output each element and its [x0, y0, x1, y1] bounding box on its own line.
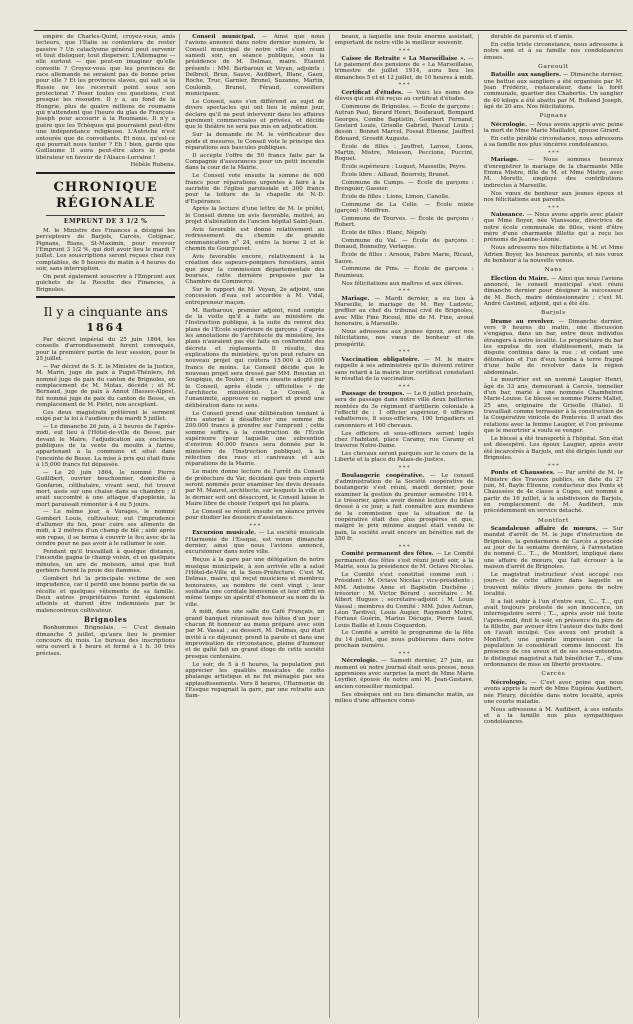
article-text: Le Comité s'est constitué comme suit : Président : M. Octave Nicolas ; vice-présidents : MM. Antoine Anne et Baptistin Duchêne ; trésorier : M. Victor Bérard ; secrétaire : M. Albert Hugues ; secrétaire-adjoint : M. Louis Vassal ; membres du Comité : MM. Jules Autran, Léon Tardivel, Louis Augier, Raymond Mutru, Fortuné Guérin, Marius Décugis, Pierre Iauel, Louis Baille et Louis Coquardon. [334, 571, 474, 629]
article-heading: Nécrologie. [341, 658, 378, 665]
article-text: Le Conseil se réunit ensuite en séance privée pour étudier les dossiers d'assistance. [185, 508, 325, 522]
article-text: École libre : Aillaud, Bourrely, Brunet. [341, 171, 450, 178]
article-body: — Nous avons appris avec peine la mort de Mme Marie Maillafet, épouse Girard. [483, 121, 624, 134]
article-text: Le meurtrier est un nommé Laugier Henri, âgé de 33 ans, demeurant à Carcès, tonnelier d'un bar, marié à une nommée Chambeiron Marie-Louise. Le blessé se nomme Pierre Mallet, 25 ans, originaire de Grisolle (Italie). Il travaillait comme terrassier à la construction de la Coopérative vinicole de Pontevès. Il avait des relations avec la femme Laugier, et l'on présume que le meurtrier a voulu se venger. [483, 377, 623, 435]
article-text: A midi, dans une salle du Café Français, un grand banquet réunissait nos hôtes d'un jour ; chacun fit honneur au menu préparé avec soin par M. Vassal ; au dessert, M. Delmas, qui était invité à ce déjeuner, prend la parole et dans une improvisation de circonstance, pleine d'humour et de gaîté fait un grand éloge de cette société presque centenaire. [185, 609, 325, 660]
article-text [484, 680, 623, 705]
article-text [484, 122, 623, 135]
town-heading: Pignans [539, 113, 568, 120]
asterism: * * * [398, 465, 410, 472]
article-body: — Par arrêté de M. le Ministre des Travaux publics, en date du 27 juin, M. Bayle Étienne, conducteur des Ponts et Chaussées de 4e classe à Cuges, est nommé à partir du 16 juillet, à la subdivision de Barjols, en remplacement de M. Audibert, mis précédemment en service détaché. [483, 470, 624, 515]
article-text [335, 658, 474, 690]
article-text [484, 526, 623, 570]
article-text: En cette triste circonstance, nous adressons à notre ami et à sa famille nos condoléances émues. [483, 41, 623, 61]
article-heading: Excursion musicale. [192, 530, 257, 537]
article-text: Le blessé a été transporté à l'hôpital. Son état est désespéré. Les époux Laugier, après avoir été incarcérés à Barjols, ont été dirigés lundi sur Brignoles. [483, 435, 623, 461]
article-text: Commune de Brignoles. — École de garçons : Autran Paul, Bérard Henri, Boufaraud, Bompard Georges, Combe Baptistin, Gombert Fernand, Gostard Louis, Grisolle Gabriel, Pascal Louis ; dessin : Bonnet Marcel, Fossat Étienne, Jauffret Édouard, Grosdit Auguste. [334, 103, 474, 142]
section-title: Il y a cinquante ans [43, 304, 168, 319]
article-text: Après la lecture d'une lettre de M. le préfet, le Conseil donne un avis favorable, motivé, au projet d'aliénation de l'ancien hôpital Saint-Jean. [185, 206, 325, 226]
column-1 [36, 34, 180, 1018]
article-text: Commune de Camps. — École de garçons : Brenguier, Gassier. [334, 179, 474, 193]
article-heading: Nécrologie. [490, 679, 527, 686]
article-text: Sur la demande de M. le vérificateur des poids et mesures, le Conseil vote le principe des réparations aux bascules publiques. [185, 132, 325, 151]
article-body: — Nous sommes heureux d'enregistrer le mariage de la charmante Mlle Emma Mistre, fille de M. et Mme Mistre, avec M. Moretti, employé des contributions indirectes à Marseille. [483, 157, 624, 189]
article-text [484, 212, 623, 244]
article-text: Le magistrat instructeur s'est occupé ces jours-ci de cette affaire dans laquelle se trouvent mêlés divers jeunes gens de notre localité. [483, 571, 623, 597]
article-body: — Mardi dernier, a eu lieu à Marseille, le mariage de M. Rey Ludovic, greffier au chef du tribunal civil de Brignoles, avec Mlle Fine Ricoul, fille de M. Fine, avoué honoraire, à Marseille. [334, 295, 474, 328]
article-body: — Voici les noms des élèves qui ont été reçus au certificat d'études. [334, 89, 474, 103]
article-text: Gombert fut la principale victime de son imprudence, car il perdit une bonne partie de sa récolte et quelques vêtements de sa famille. Deux autres propriétaires furent également atteints et durent être indemnisés par le malencontreux cultivateur. [36, 575, 176, 614]
article-text: empire de Charles-Quint, croyez-vous, amis lecteurs, que l'Italie se contentera de rester passive ? Un cataclysme général peut survenir et tout disloquer, tout disperser. L'Allemagne — elle surtout — que peut-on imaginer qu'elle convoite ? Croyez-vous que les provinces de race allemande ne seraient pas de bonne prise pour elle ? Et les provinces slaves, qui sait si la Russie ne les recevrait point sous son protectorat ? Poser toutes ces questions, c'est presque les résoudre. Il y a, au fond de la Hongrie, plus de quatre millions de roumains qui n'attendent que l'heure du glas de François-Joseph pour accourir à la Roumanie. Il n'y a guère que les Tchèques qui pourraient peut-être une indépendance religieuse. L'Autriche n'est entourée que de convoitants. Et nous, qu'est-ce qui pourrait nous tenter ? Eh ! bien, garde que Guillaume II aura peut-être alors le geste libérateur en faveur de l'Alsace-Lorraine ! [36, 34, 176, 161]
article-text [335, 391, 474, 429]
article-heading: Boulangerie coopérative. [341, 472, 425, 479]
asterism: * * * [548, 462, 559, 469]
article-text: Commune de Pins. — École de garçons : Roumieux. [334, 266, 474, 279]
article-text: Par décret impérial du 25 juin 1864, les conseils d'arrondissement furent convoqués, pour la première partie de leur session, pour le 25 juillet. [36, 337, 176, 363]
article-body: — La société musicale l'Harmonie de l'Essque, est venue dimanche dernier, ainsi que nous l'avions annoncé, excursionner dans notre ville. [185, 530, 325, 556]
columns [36, 34, 627, 1018]
article-text: Nous adressons aux jeunes époux, avec nos félicitations, nos vœux de bonheur et de prospérité. [334, 328, 474, 348]
article-heading: Ponts et Chaussées. [490, 470, 555, 477]
article-text: — Le dimanche 26 juin, à 2 heures de l'après-midi, eut lieu à l'Hôtel-de-ville de Besse, par devant le Maire, l'adjudication aux enchères publiques de la vente du moulin à farine, appartenant à la commune et situé dans l'enceinte de Besse. La mise à prix qui était fixée à 15,000 francs fut dépassée. [36, 423, 176, 469]
article-text [484, 319, 623, 376]
article-body: — Ainsi que nous l'avions annoncé dans notre dernier numéro, le Conseil municipal de notre ville s'est réuni samedi soir, en séance publique, sous la présidence de M. Delmas, maire. Étaient présents : MM. Barbaroux et Veyan, adjoints ; Delbreil, Brun, Sauve, Audibert, Blanc, Gaou, Roche, Truc, Garnier, Brunel, Suzanne, Martin, Coulomb, Brunel, Féraud, conseillers municipaux. [185, 34, 325, 98]
article-heading: Élection du Maire. [490, 275, 549, 282]
article-text: dérable de parents et d'amis. [490, 34, 574, 40]
article-text: Le Conseil vote ensuite la somme de 600 francs pour réparations urgentes à faire à la sacristie de l'église paroissiale et 300 francs pour la toiture de la chapelle de N.-D. d'Espérance. [185, 173, 325, 205]
column-3 [335, 34, 479, 1018]
article-text: Les chevaux seront parqués sur le cours de la Liberté et la place du Palais-de-Justice. [334, 451, 474, 464]
article-text: — Le même jour, à Varages, le nommé Gombert Louis, cultivateur, eut l'imprudence d'allumer du feu, pour cuire ses aliments de midi, à 2 mètres d'un champ de blé ; aidé après son repas, il se borna à couvrir le feu avec de la cendre pour ne pas avoir à le rallumer le soir. [36, 509, 176, 548]
article-text: Avis favorable est donné relativement au redressement du chemin de grande communication n° 24, entre la borne 2 et le chemin du Gourgouvet. [185, 226, 325, 252]
asterism: * * * [548, 204, 559, 211]
divider [36, 172, 175, 174]
column-4 [484, 34, 627, 1018]
article-body: — C'est avec peine que nous avons appris la mort de Mme Eugénie Audibert, née Fleury, décédée dans notre localité, après une courte maladie. [483, 679, 623, 705]
asterism: * * * [548, 150, 559, 156]
article-text: Nous adressons à M. Audibert, à ses enfants et à la famille nos plus sympathiques condoléances. [483, 706, 623, 726]
article-body: — M. le maire rappelle à ses administrés qu'ils doivent retirer sans retard à la mairie leur certificat constatant le résultat de la vaccination. [334, 356, 474, 382]
article-text [484, 470, 623, 514]
divider [46, 215, 165, 216]
asterism: * * * [398, 650, 410, 657]
article-heading: Vaccination obligatoire. [341, 356, 420, 363]
section-title: CHRONIQUE RÉGIONALE [53, 179, 158, 211]
article-heading: Certificat d'études. [341, 89, 404, 96]
article-text: — Par décret de S. E. le Ministre de la Justice, M. Marin, juge de paix à Puget-Théniers, fut nommé juge de paix du canton de Brignoles, en remplacement de M. Motas, décédé ; et M. Bernaud, juge de paix à Annot (Basses-Alpes), fut nommé juge de paix du canton de Besse, en remplacement de M. Piétri, non acceptant. [36, 363, 176, 408]
signature: Hébèle Rubens. [130, 162, 176, 169]
article-text: Bonhommes Brignolais. — C'est demain dimanche 5 juillet, qu'aura lieu le premier concours du mois. Le bureau des inscriptions sera ouvert à 1 heure et fermé à 1 h. 30 très précises. [36, 625, 176, 657]
asterism: * * * [398, 82, 410, 89]
asterism: * * * [398, 543, 410, 550]
article-text: École de filles : Jauffret, Larose, Lions, Martin, Mistre, Moisson, Peccione, Puccini, Roguet. [334, 143, 474, 163]
article-text: Ses obsèques ont eu lieu dimanche matin, au milieu d'une affluence consi- [334, 691, 474, 704]
article-text: Nous adressons nos félicitations à M. et Mme Adrien Boyer, les heureux parents, et nos vœux de bonheur à la nouvelle venue. [483, 245, 623, 264]
article-body: — Sur mandat d'arrêt de M. le juge d'instruction de Brignoles, la gendarmerie de Carcès a procédé au jour de la semaine dernière, à l'arrestation du nommé C... T..., de Montfort, impliqué dans une affaire de mœurs, qui fait écrouer à la maison d'arrêt de Brignoles. [483, 525, 624, 570]
article-text [335, 90, 474, 103]
article-heading: Comité permanent des fêtes. [341, 551, 434, 558]
article-text [185, 34, 324, 97]
article-text: Le soir, de 5 à 6 heures, la population put apprécier les qualités musicales de cette phalange artistique et ne fut ménagée pas ses applaudissements. Vers 8 heures, l'Harmonie de l'Essque regagnait la gare, par une retraite aux flam- [185, 661, 325, 700]
asterism: * * * [249, 522, 261, 529]
article-text: beaux, à laquelle une foule énorme assistait, emportant de notre ville le meilleur souvenir. [334, 34, 474, 47]
article-text: Reçue à la gare par une délégation de notre musique municipale, à son arrivée elle a salué l'Hôtel-de-Ville et la Sous-Préfecture. C'est M. Delmas, maire, qui reçut musiciens et membres honoraires, au nombre de cent vingt ; leur souhaita une cordiale bienvenue et leur offrit en même temps un apéritif d'honneur au nom de la ville. [185, 557, 325, 608]
article-body: — Le paiement des pensions de « La Marseillaise, trimestre de juillet 1914, aura lieu les dimanches 5 et et 12 juillet, de 10 heures à midi. [334, 55, 474, 81]
article-body: — Ainsi que nous l'avions annoncé, le conseil municipal s'est réuni dimanche dernier pour désigner le successeur de M. Bech, maire démissionnaire ; c'est M. André Castinel, adjoint, qui a été élu. [483, 275, 624, 308]
article-heading: Nécrologie. [490, 121, 527, 128]
article-text: Nos félicitations aux maîtres et aux élèves. [341, 280, 464, 287]
article-text [335, 357, 474, 382]
article-heading: Drame au revolver. [490, 318, 555, 325]
article-text [484, 157, 623, 189]
article-text [335, 296, 474, 328]
article-text: Nos vœux de bonheur aux jeunes époux et nos félicitations aux parents. [483, 190, 623, 203]
article-text: Commune de La Celle. — École mixte (garçon) : Meiffren. [334, 201, 474, 215]
town-heading: Brignoles [83, 614, 128, 624]
divider [36, 296, 175, 298]
article-text: Il a fait subir à l'un d'entre eux, C... T..., qui avait toujours protesté de son innocence, un interrogatoire serré ; T..., après avoir nié toute l'après-midi, finit le soir, en présence du père de la fillette, par avouer être l'auteur des faits dont on l'avait inculpé. Ces aveux ont produit à Montfort, une grande impression car la population le considérait comme innocent. En présence de ces aveux et de ses sous-entendus, le distingué magistrat a fait bénéficier T..., d'une ordonnance de mise en liberté provisoire. [483, 598, 623, 669]
column-2 [185, 34, 329, 1018]
year-heading: 1864 [86, 321, 125, 334]
article-body: — Nous avons appris avec plaisir que Mme Boyer, née Vianssone, directrice de notre école communale de filles, vient d'être mère d'une charmante fillette qui a reçu les prénoms de Jeanne-Léonie. [483, 212, 623, 244]
subsection-title: EMPRUNT DE 3 1/2 % [63, 217, 148, 225]
article-text [335, 56, 474, 81]
article-body: — Le Comité permanent des fêtes s'est réuni jeudi soir, à la Mairie, sous la présidence de M. Octave Nicolas. [334, 551, 474, 570]
article-text: École de filles : Blanc, Népoly. [341, 230, 428, 237]
article-body: — Dimanche dernier, une battue aux sangliers a été organisée par M. Jean Frédéric, restaurateur, dans la forêt communale, quartier des Chabertis. Un sanglier de 40 kilogs a été abattu par M. Rolland Joseph, âgé de 20 ans. Nos félicitations. [483, 72, 623, 110]
asterism: * * * [398, 383, 410, 390]
article-text: Sur le rapport de M. Veyan, 2e adjoint, une concession d'eau est accordée à M. Vidal, entrepreneur maçon. [185, 287, 325, 306]
article-text: Il accepte l'offre de 50 francs faite par la Compagnie d'assurances pour un petit incendie dans la cour de la Mairie. [185, 152, 325, 172]
article-text: Pendant qu'il travaillait à quelque distance, l'incendie gagna le champ voisin, et en quelques minutes, un are de moisson, ainsi que huit gerbiers furent la proie des flammes. [36, 549, 176, 575]
article-heading: Naissance. [490, 212, 525, 219]
asterism: * * * [398, 48, 410, 55]
article-text: M. le Ministre des Finances a désigné les percepteurs de Barjols, Carcès, Cotignac, Pignans, Rians, St-Maximin, pour recevoir l'Emprunt 3 1/2 %, qui doit avoir lieu le mardi 7 juillet. Les souscriptions seront reçues chez ces comptables, de 9 heures du matin à 4 heures du soir, sans interruption. [36, 228, 176, 273]
article-heading: Caisse de Retraite « La Marseillaise ». [341, 55, 466, 62]
article-text: Le Conseil, sans s'en différend au sujet de divers spectacles qui ont lieu le même jour, déclare qu'il ne peut intervenir dans les affaires purement commerciales et privées, et décide que le théâtre ne sera pas mis en adjudication. [185, 98, 325, 131]
article-text: On peut également souscrire à l'Emprunt aux guichets de la Recette des Finances, à Brignoles. [36, 273, 176, 293]
article-text: École de filles : Lions, Limon, Canolle. [341, 193, 451, 200]
article-heading: Conseil municipal. [192, 34, 256, 40]
article-text [335, 551, 474, 570]
article-text: Les officiers et sous-officiers seront logés chez l'habitant, place Caramy, rue Caramy et traverse Notre-Dame. [334, 430, 474, 450]
article-text: École de filles : Arnoux, Fabre Marie, Ricaut, Sauve. [334, 252, 474, 265]
article-heading: Scandaleuse affaire de mœurs. [490, 525, 598, 532]
article-text: Avis favorable encore, relativement à la création des sapeurs-pompiers forestiers, ainsi que pour la commission départementale des bourses, cette dernière proposée par la Chambre de Commerce. [185, 253, 325, 286]
town-heading: Montfort [537, 517, 569, 524]
asterism: * * * [398, 288, 410, 295]
article-text: Le maire donne lecture de l'arrêt du Conseil de préfecture du Var, décidant que trois experts seront nommés pour examiner les devis dressés par M. Maurel, architecte, sur lesquels la ville et le dernier soit ont désaccord, le Conseil laisse le Maire libre de choisir l'expert qui lui plaira. [185, 469, 325, 507]
town-heading: Gareoult [538, 63, 569, 70]
article-text: M. Barbaroux, premier adjoint, rend compte de la visite qu'il a faite au ministère de l'Instruction publique, à la suite du renvoi des plans de l'École supérieure de garçons ; d'après les annotations de l'architecte du ministère, les plans n'auraient pas été faits en conformité des décrets et règlements. Il résulte, des explications du ministère, qu'on peut refaire un nouveau projet qui coûtera 15.000 à 20.000 francs de moins. Le Conseil décide que le nouveau projet sera dressé par MM. Roustan et Soupique, de Toulon ; il sera ensuite adopté par le Conseil, après étude ; officielles » de l'architecte ministériel. Le Conseil, à l'unanimité, approuve ce rapport et prend une délibération dans ce sens. [185, 307, 325, 409]
town-heading: Carcès [541, 671, 566, 678]
article-text: Commune du Val. — École de garçons : Bonaud, Bonnefoy, Verlaque. [334, 237, 474, 251]
article-body: — Le 6 juillet prochain, sera de passage dans notre ville deux batteries montées du 3e régiment d'artillerie coloniale à l'effectif de : 1 officier supérieur, 6 officiers subalternes, 8 sous-officiers, 190 brigadiers et canonniers et 160 chevaux. [334, 391, 474, 429]
article-text: En cette pénible circonstance, nous adressons à sa famille nos plus sincères condoléances. [483, 135, 623, 149]
town-heading: Barjols [540, 310, 566, 317]
article-body: — Dimanche dernier, vers 9 heures du matin, une discussion s'engagea, dans un bar, entre deux individus étrangers à notre localité. Le propriétaire du bar les expulsa de son établissement, mais la dispute continua dans la rue ; et cédant une détonation et l'un d'eux tomba à terre frappé d'une balle de revolver dans la région abdominale. [483, 318, 624, 376]
article-body: — Samedi dernier, 27 juin, au moment où notre journal était sous presse, nous apprenions avec surprise la mort de Mme Marie Leydier, épouse de notre ami M. Jean-Gustave, ancien conseiller municipal. [334, 658, 474, 690]
article-heading: Bataille aux sangliers. [490, 72, 562, 79]
article-text [484, 72, 623, 110]
article-text: Commune de Tourves. — École de garçons : Robert. [334, 215, 474, 229]
top-rule [34, 30, 627, 31]
article-text: Le Comité a arrêté le programme de la fête du 14 juillet, que nous publierons dans notre prochain numéro. [334, 630, 474, 650]
article-text: École supérieure : Luquet, Masseille, Peyre. [341, 164, 467, 171]
town-heading: Nans [544, 267, 563, 274]
article-text: Ces deux magistrats prêtèrent le serment exigé par la loi à l'audience du mardi 5 juillet. [36, 409, 176, 423]
article-text [335, 473, 474, 543]
asterism: * * * [398, 349, 410, 356]
article-text [185, 530, 324, 555]
article-heading: Passage de troupes. [341, 391, 405, 398]
article-text: Le Conseil prend une délibération tendant à être autorisé à désaffecter une somme de 200.000 francs à prendre sur l'emprunt ; cette somme suffira à la construction de l'École supérieure (pour laquelle une subvention d'environ 40.000 francs sera donnée par le ministère de l'Instruction publique), à la réfection des rues et caniveaux et aux réparations de la Mairie. [185, 410, 325, 468]
article-text [484, 276, 623, 308]
article-text: — Le 20 juin 1864, le nommé Pierre Guillibert, ouvrier bouchonnier, domicilié à Gonfaron, célibataire, vivant seul, fut trouvé mort, assis sur une chaise dans sa chambre ; il avait succombé à une attaque d'apoplexie, la mort paraissait remonter à 4 ou 5 jours. [36, 469, 176, 508]
article-heading: Mariage. [490, 157, 519, 164]
article-body: — Le conseil d'administration de la Société coopérative de boulangerie s'est réuni, mardi dernier, pour examiner la gestion du premier semestre 1914. Le trésorier, après avoir donné lecture du bilan dressé à ce jour, a fait connaître aux membres de la commission que la situation de la coopérative était des plus prospères et que, malgré le prix minime auquel était vendu le pain, la société avait encore un bénéfice net de 350 fr. [334, 472, 474, 543]
article-heading: Mariage. [341, 295, 370, 302]
